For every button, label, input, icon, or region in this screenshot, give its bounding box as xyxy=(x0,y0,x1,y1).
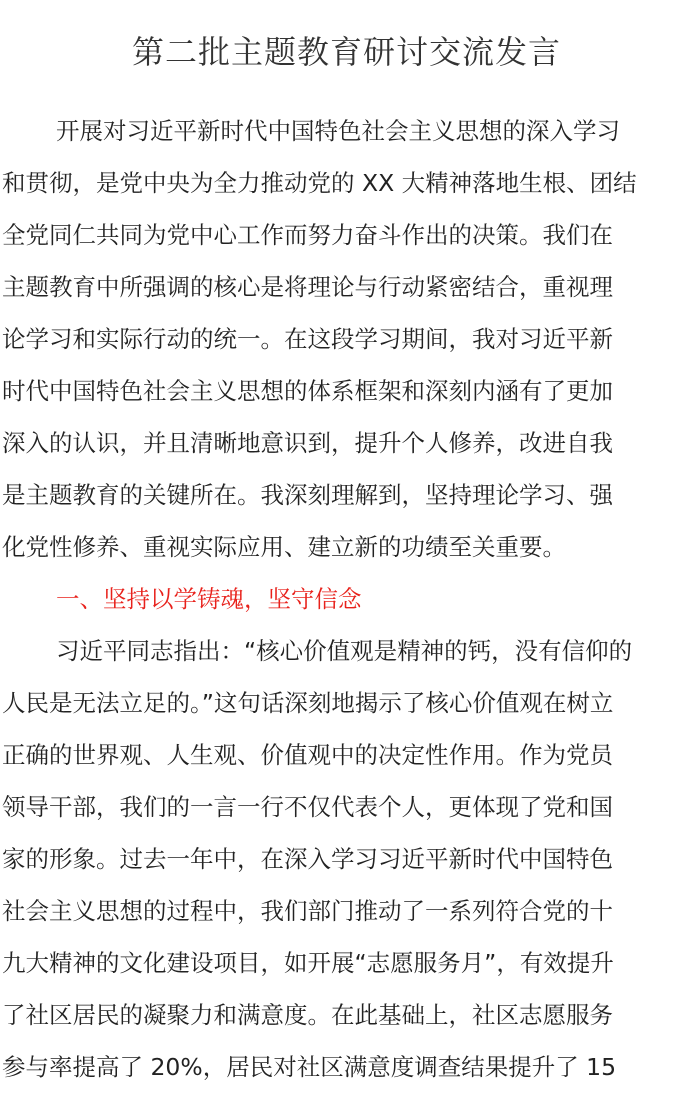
paragraph-line: 主题教育中所强调的核心是将理论与行动紧密结合，重视理 xyxy=(2,273,613,301)
paragraph-line: 开展对习近平新时代中国特色社会主义思想的深入学习 xyxy=(56,117,620,145)
paragraph-line: 家的形象。过去一年中，在深入学习习近平新时代中国特色 xyxy=(2,845,613,873)
paragraph-line: 是主题教育的关键所在。我深刻理解到，坚持理论学习、强 xyxy=(2,481,613,509)
paragraph-line: 时代中国特色社会主义思想的体系框架和深刻内涵有了更加 xyxy=(2,377,613,405)
document-title: 第二批主题教育研讨交流发言 xyxy=(131,33,561,71)
paragraph-line: 深入的认识，并且清晰地意识到，提升个人修养，改进自我 xyxy=(2,429,613,457)
paragraph-line: 论学习和实际行动的统一。在这段学习期间，我对习近平新 xyxy=(2,325,613,353)
paragraph-line: 化党性修养、重视实际应用、建立新的功绩至关重要。 xyxy=(2,533,566,561)
document-body xyxy=(2,105,693,1093)
paragraph-line: 和贯彻，是党中央为全力推动党的 XX 大精神落地生根、团结 xyxy=(2,169,637,197)
paragraph-line: 九大精神的文化建设项目，如开展“志愿服务月”，有效提升 xyxy=(2,949,614,977)
paragraph-line: 领导干部，我们的一言一行不仅代表个人，更体现了党和国 xyxy=(2,793,613,821)
paragraph-line: 全党同仁共同为党中心工作而努力奋斗作出的决策。我们在 xyxy=(2,221,613,249)
section-heading: 一、坚持以学铸魂，坚守信念 xyxy=(56,585,362,613)
paragraph-line: 了社区居民的凝聚力和满意度。在此基础上，社区志愿服务 xyxy=(2,1001,613,1029)
paragraph-line: 参与率提高了 20%，居民对社区满意度调查结果提升了 15 xyxy=(2,1053,617,1081)
paragraph-line: 习近平同志指出：“核心价值观是精神的钙，没有信仰的 xyxy=(56,637,633,665)
paragraph-line: 社会主义思想的过程中，我们部门推动了一系列符合党的十 xyxy=(2,897,613,925)
paragraph-line: 人民是无法立足的。”这句话深刻地揭示了核心价值观在树立 xyxy=(2,689,614,717)
paragraph-line: 正确的世界观、人生观、价值观中的决定性作用。作为党员 xyxy=(2,741,613,769)
